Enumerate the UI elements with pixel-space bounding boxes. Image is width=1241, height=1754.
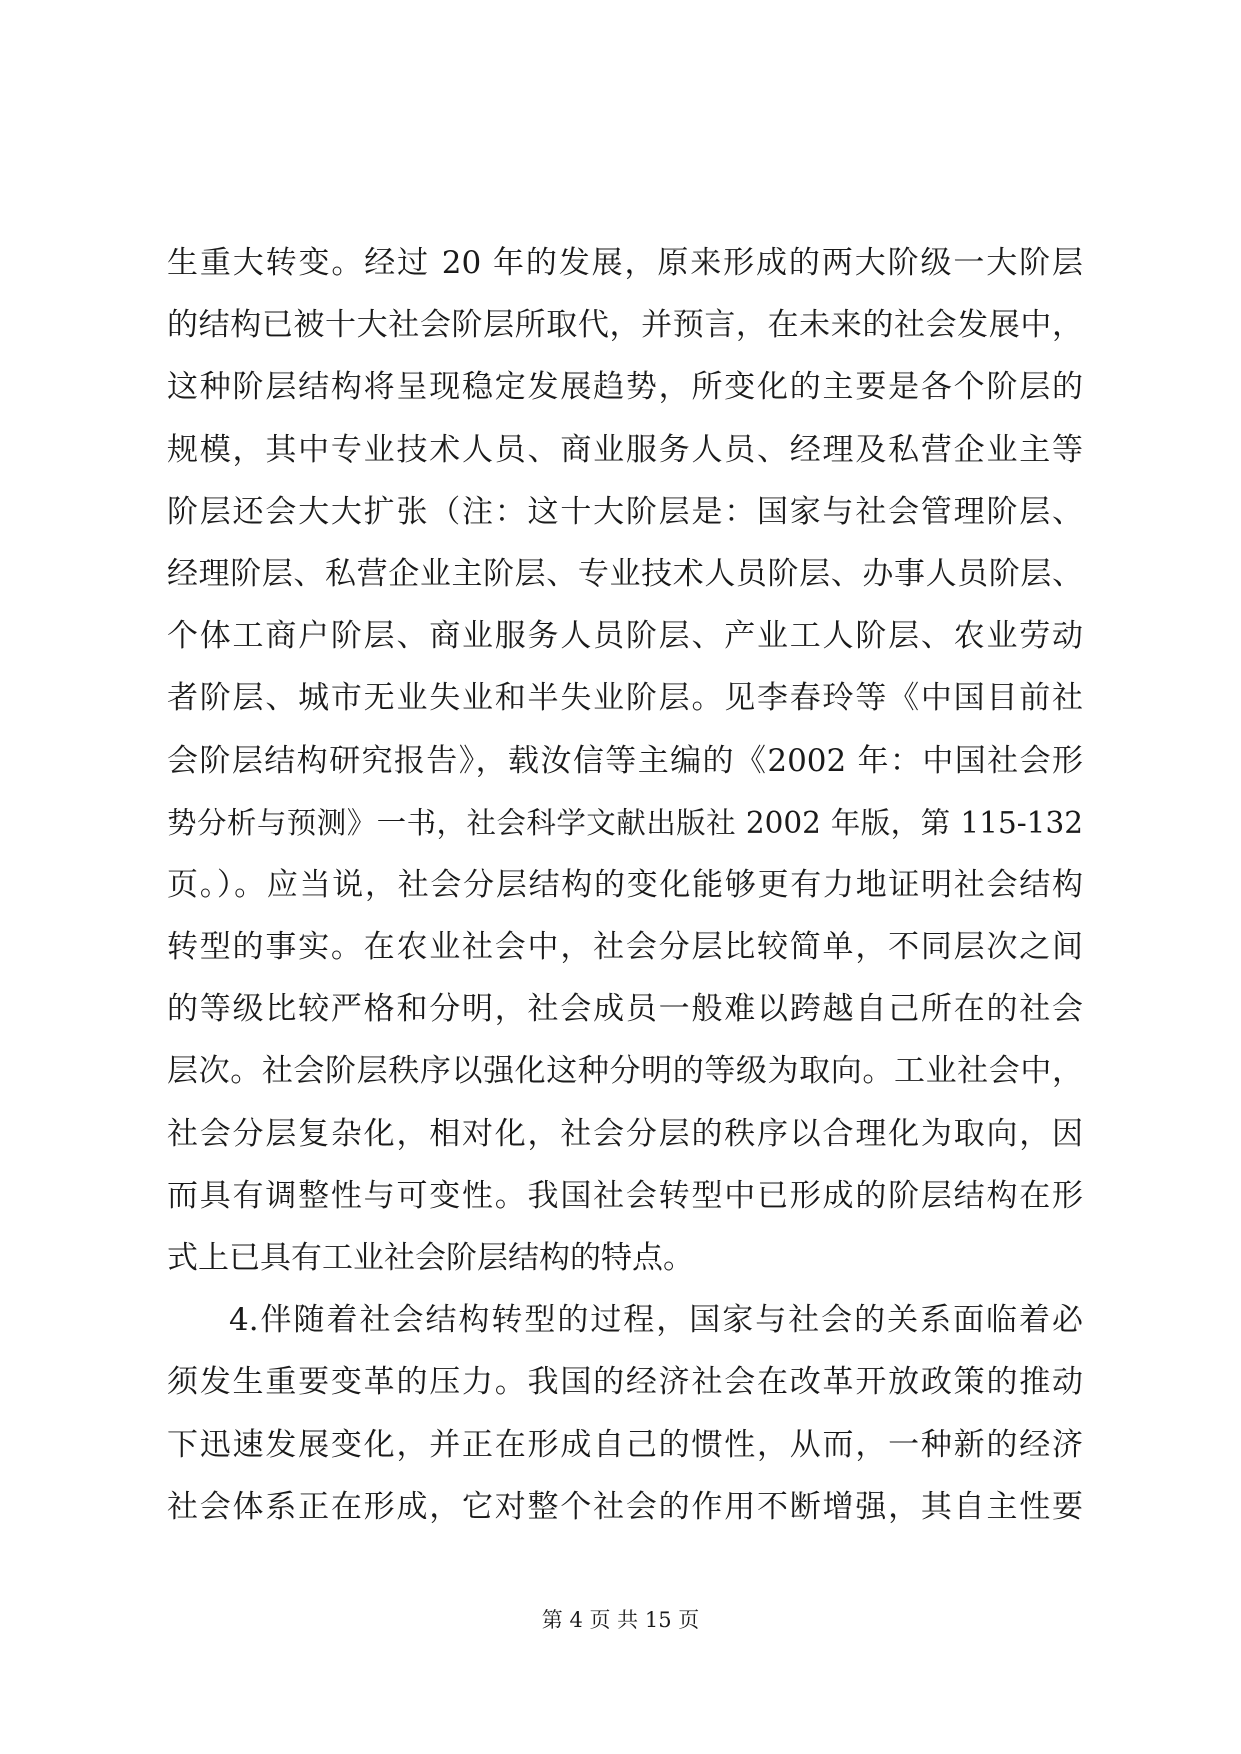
text-line: 个体工商户阶层、商业服务人员阶层、产业工人阶层、农业劳动 xyxy=(167,618,1083,655)
text-line: 的结构已被十大社会阶层所取代，并预言，在未来的社会发展中， xyxy=(167,307,1083,344)
text-line: 这种阶层结构将呈现稳定发展趋势，所变化的主要是各个阶层的 xyxy=(167,369,1083,406)
text-line: 生重大转变。经过 20 年的发展，原来形成的两大阶级一大阶层 xyxy=(167,245,1083,281)
text-line: 式上已具有工业社会阶层结构的特点。 xyxy=(167,1240,694,1276)
text-line: 阶层还会大大扩张（注：这十大阶层是：国家与社会管理阶层、 xyxy=(167,493,1083,530)
text-line: 社会分层复杂化，相对化，社会分层的秩序以合理化为取向，因 xyxy=(167,1115,1083,1152)
text-line: 规模，其中专业技术人员、商业服务人员、经理及私营企业主等 xyxy=(167,431,1083,468)
text-line: 的等级比较严格和分明，社会成员一般难以跨越自己所在的社会 xyxy=(167,991,1083,1028)
body-text xyxy=(167,232,1083,1538)
text-line: 会阶层结构研究报告》，载汝信等主编的《2002 年：中国社会形 xyxy=(167,742,1083,779)
text-line: 须发生重要变革的压力。我国的经济社会在改革开放政策的推动 xyxy=(167,1364,1083,1401)
text-line: 下迅速发展变化，并正在形成自己的惯性，从而，一种新的经济 xyxy=(167,1426,1083,1463)
page-footer xyxy=(0,1604,1241,1634)
text-line: 层次。社会阶层秩序以强化这种分明的等级为取向。工业社会中， xyxy=(167,1053,1083,1090)
text-line: 经理阶层、私营企业主阶层、专业技术人员阶层、办事人员阶层、 xyxy=(167,555,1083,592)
text-line: 者阶层、城市无业失业和半失业阶层。见李春玲等《中国目前社 xyxy=(167,680,1083,717)
text-line: 势分析与预测》一书，社会科学文献出版社 2002 年版，第 115-132 xyxy=(167,805,1083,840)
text-line: 转型的事实。在农业社会中，社会分层比较简单，不同层次之间 xyxy=(167,929,1083,966)
text-line: 而具有调整性与可变性。我国社会转型中已形成的阶层结构在形 xyxy=(167,1177,1083,1214)
text-line: 4.伴随着社会结构转型的过程，国家与社会的关系面临着必 xyxy=(229,1302,1083,1339)
text-line: 页。）。应当说，社会分层结构的变化能够更有力地证明社会结构 xyxy=(167,866,1083,903)
paragraph-2 xyxy=(167,1289,1083,1538)
page-number: 第 4 页 共 15 页 xyxy=(541,1608,700,1632)
text-line: 社会体系正在形成，它对整个社会的作用不断增强，其自主性要 xyxy=(167,1488,1083,1525)
paragraph-1 xyxy=(167,232,1083,1289)
